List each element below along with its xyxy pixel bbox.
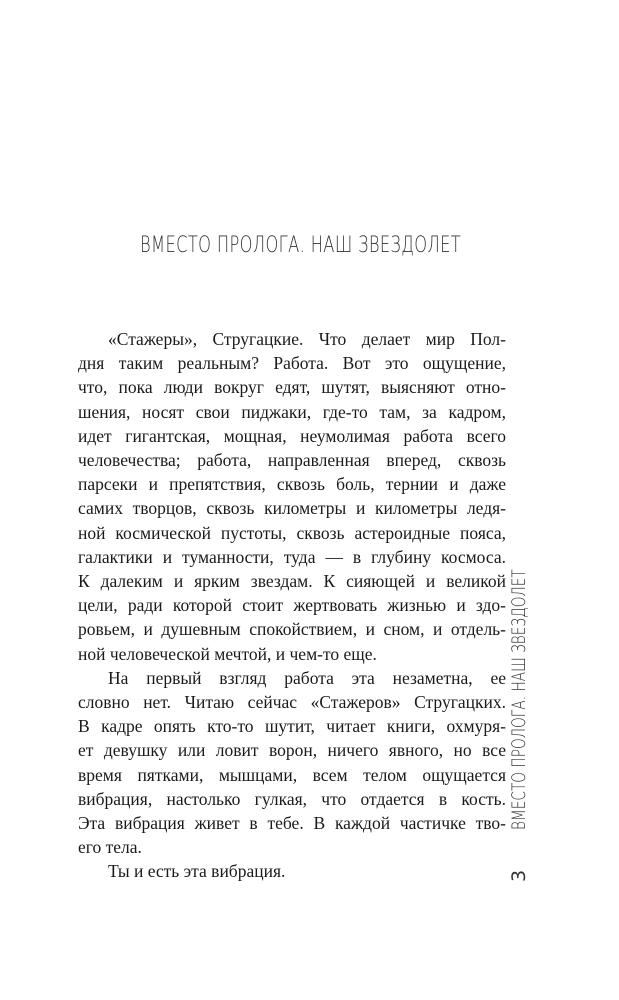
running-head-label: ВМЕСТО ПРОЛОГА. НАШ ЗВЕЗДОЛЕТ: [508, 569, 530, 830]
text-line: шения, носят свои пиджаки, где-то там, за кадром,: [78, 401, 506, 422]
text-line: «Стажеры», Стругацкие. Что делает мир Пол-: [108, 329, 506, 349]
text-line: На первый взгляд работа эта незаметна, ее: [108, 667, 506, 688]
text-line: вибрация, настолько гулкая, что отдается в кость.: [78, 788, 506, 809]
text-line: время пятками, мышцами, всем телом ощущается: [78, 764, 506, 785]
text-line: Эта вибрация живет в тебе. В каждой частичке тво-: [78, 813, 506, 834]
text-line: галактики и туманности, туда — в глубину космоса.: [78, 546, 506, 567]
chapter-title: ВМЕСТО ПРОЛОГА. НАШ ЗВЕЗДОЛЕТ: [140, 233, 462, 258]
text-line: парсеки и препятствия, сквозь боль, тернии и даже: [78, 474, 506, 495]
body-text: [78, 327, 506, 884]
text-line: ной космической пустоты, сквозь астероидные пояса,: [78, 522, 506, 543]
text-line: ной человеческой мечтой, и чем-то еще.: [78, 643, 377, 664]
text-line: К далеким и ярким звездам. К сияющей и великой: [78, 571, 506, 592]
page-number: 3: [508, 869, 530, 882]
text-line: Ты и есть эта вибрация.: [108, 861, 286, 882]
text-line: В кадре опять кто-то шутит, читает книги, охмуря-: [78, 716, 506, 737]
text-line: человечества; работа, направленная вперед, сквозь: [78, 450, 506, 471]
running-head: [508, 468, 530, 830]
text-line: цели, ради которой стоит жертвовать жизнью и здо-: [78, 595, 506, 616]
text-line: идет гигантская, мощная, неумолимая работа всего: [78, 425, 506, 446]
text-line: что, пока люди вокруг едят, шутят, выясняют отно-: [78, 377, 506, 398]
text-line: ровьем, и душевным спокойствием, и сном, и отдель-: [78, 619, 506, 640]
text-line: словно нет. Читаю сейчас «Стажеров» Стругацких.: [78, 692, 506, 713]
text-line: дня таким реальным? Работа. Вот это ощущение,: [78, 353, 506, 374]
text-line: самих творцов, сквозь километры и километры ледя-: [78, 498, 506, 519]
text-line: ет девушку или ловит ворон, ничего явного, но все: [78, 740, 506, 761]
text-line: его тела.: [78, 837, 142, 858]
